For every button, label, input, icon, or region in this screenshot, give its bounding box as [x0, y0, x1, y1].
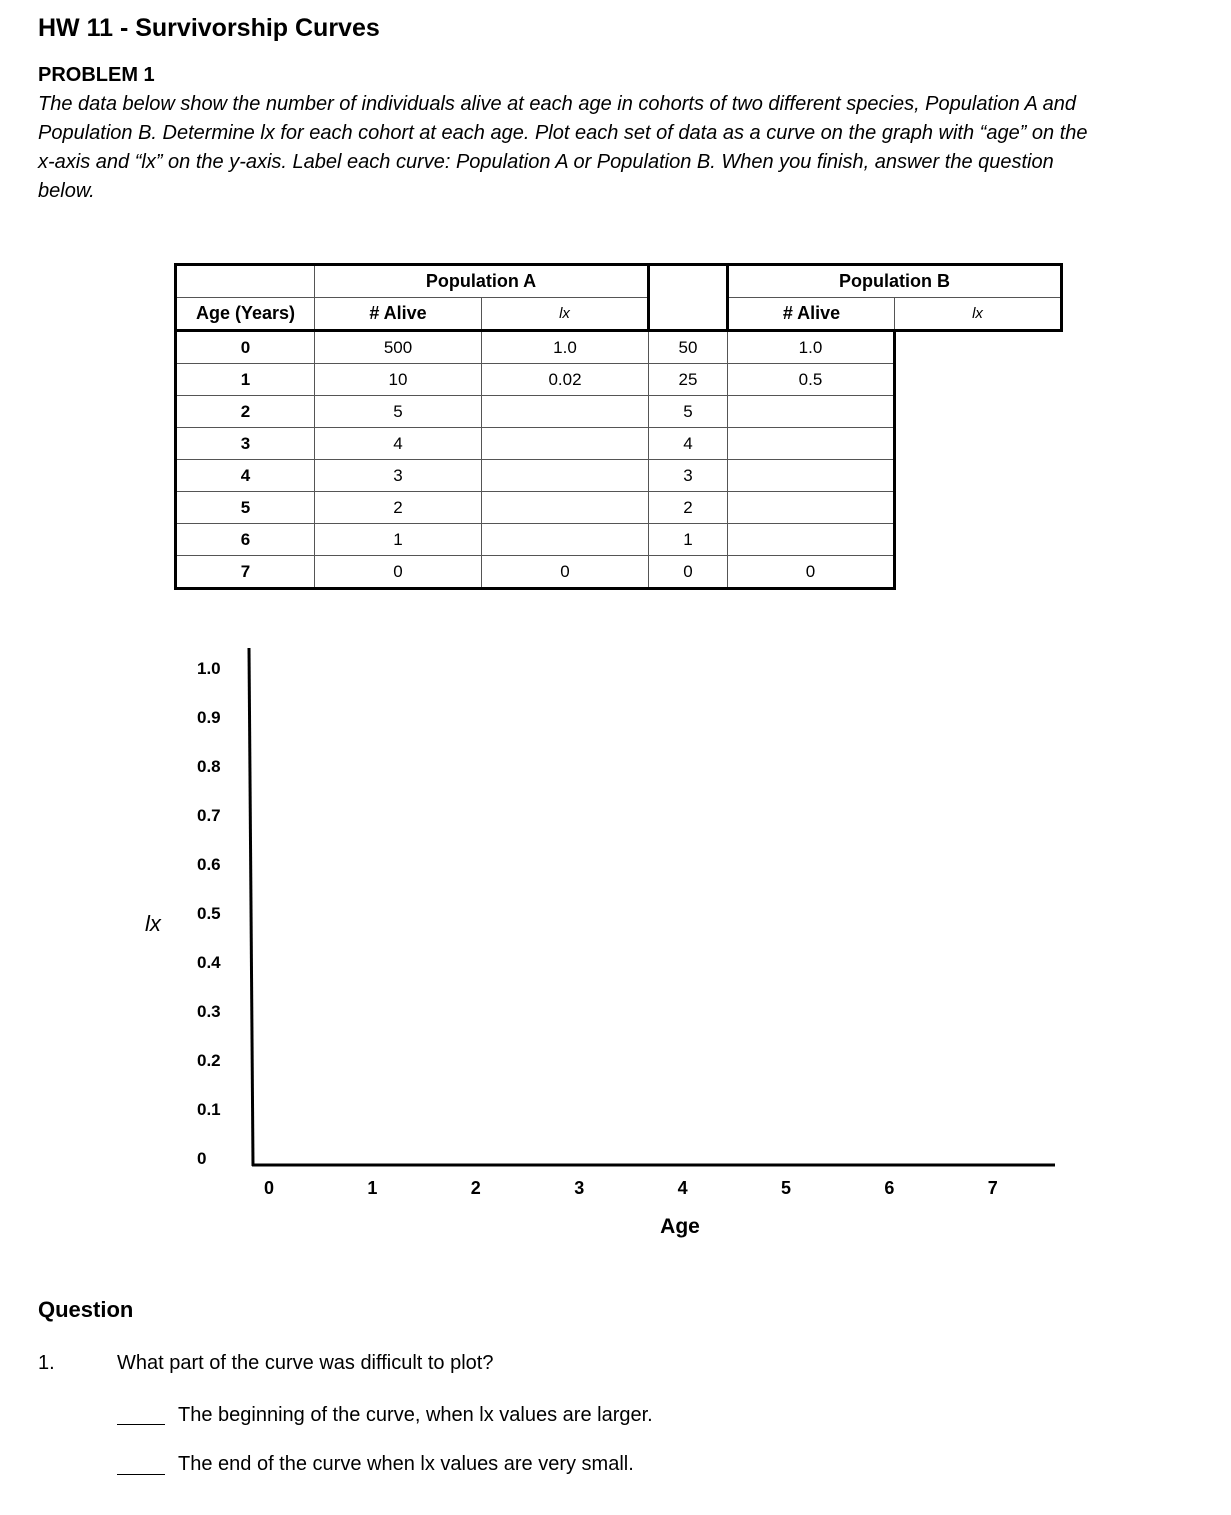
- instructions-line: The data below show the number of individuals alive at each age in cohorts of two different species, Population A and: [38, 93, 1077, 115]
- pop-a-alive-cell: 0: [315, 556, 482, 589]
- pop-a-alive-cell: 4: [315, 428, 482, 460]
- y-tick-label: 0.1: [197, 1100, 221, 1119]
- page-title: HW 11 - Survivorship Curves: [38, 14, 380, 42]
- age-cell: 7: [176, 556, 315, 589]
- instructions-line: below.: [38, 180, 95, 202]
- pop-b-alive-cell: 50: [649, 331, 728, 364]
- age-cell: 6: [176, 524, 315, 556]
- population-a-header: Population A: [315, 265, 649, 298]
- age-cell: 4: [176, 460, 315, 492]
- x-tick-label: 6: [884, 1178, 895, 1198]
- pop-a-alive-cell: 5: [315, 396, 482, 428]
- pop-b-alive-cell: 25: [649, 364, 728, 396]
- pop-b-lx-cell: 0: [728, 556, 895, 589]
- age-cell: 2: [176, 396, 315, 428]
- y-tick-label: 0.6: [197, 855, 221, 874]
- pop-b-alive-cell: 2: [649, 492, 728, 524]
- pop-b-lx-header: lx: [895, 298, 1062, 331]
- x-axis-label: Age: [660, 1215, 700, 1238]
- x-tick-label: 5: [780, 1178, 792, 1198]
- x-tick-label: 2: [470, 1178, 481, 1198]
- age-cell: 5: [176, 492, 315, 524]
- y-tick-label: 0.7: [197, 806, 221, 825]
- pop-a-alive-header: # Alive: [315, 298, 482, 331]
- pop-b-alive-cell: 5: [649, 396, 728, 428]
- age-column-header: Age (Years): [176, 298, 315, 331]
- pop-a-alive-cell: 1: [315, 524, 482, 556]
- answer-blank-2[interactable]: [117, 1474, 165, 1475]
- pop-a-alive-cell: 10: [315, 364, 482, 396]
- problem-heading: PROBLEM 1: [38, 64, 155, 86]
- y-tick-label: 0.4: [197, 953, 221, 972]
- pop-a-alive-cell: 2: [315, 492, 482, 524]
- y-tick-label: 1.0: [197, 659, 221, 678]
- age-cell: 3: [176, 428, 315, 460]
- y-tick-label: 0.5: [197, 904, 221, 923]
- question-number: 1.: [38, 1352, 55, 1374]
- age-cell: 1: [176, 364, 315, 396]
- instructions-line: Population B. Determine lx for each cohort at each age. Plot each set of data as a curve on the graph with “age” on the: [38, 122, 1088, 144]
- age-cell: 0: [176, 331, 315, 364]
- y-axis-line: [249, 648, 253, 1166]
- pop-a-alive-cell: 500: [315, 331, 482, 364]
- question-heading: Question: [38, 1297, 134, 1322]
- answer-blank-1[interactable]: [117, 1424, 165, 1425]
- y-tick-label: 0.8: [197, 757, 221, 776]
- pop-b-alive-header: # Alive: [728, 298, 895, 331]
- pop-b-alive-cell: 0: [649, 556, 728, 589]
- pop-b-lx-cell: 1.0: [728, 331, 895, 364]
- pop-a-lx-cell: 0: [482, 556, 649, 589]
- y-tick-label: 0: [197, 1149, 207, 1168]
- x-tick-label: 7: [987, 1178, 998, 1198]
- y-axis-label: lx: [145, 911, 161, 936]
- x-tick-label: 3: [574, 1178, 585, 1198]
- pop-a-lx-header: lx: [482, 298, 649, 331]
- pop-b-alive-cell: 1: [649, 524, 728, 556]
- y-tick-label: 0.3: [197, 1002, 221, 1021]
- answer-option-1: The beginning of the curve, when lx values are larger.: [178, 1404, 653, 1426]
- pop-a-lx-cell: 1.0: [482, 331, 649, 364]
- x-tick-label: 0: [263, 1178, 275, 1198]
- population-b-header: Population B: [728, 265, 1062, 298]
- instructions-line: x-axis and “lx” on the y-axis. Label each curve: Population A or Population B. When you finish, answer the question: [38, 151, 1054, 173]
- pop-b-lx-cell: 0.5: [728, 364, 895, 396]
- pop-a-lx-cell: 0.02: [482, 364, 649, 396]
- x-tick-label: 4: [677, 1178, 688, 1198]
- pop-b-alive-cell: 3: [649, 460, 728, 492]
- y-tick-label: 0.2: [197, 1051, 221, 1070]
- pop-b-alive-cell: 4: [649, 428, 728, 460]
- x-tick-label: 1: [367, 1178, 378, 1198]
- pop-a-alive-cell: 3: [315, 460, 482, 492]
- answer-option-2: The end of the curve when lx values are very small.: [178, 1453, 634, 1475]
- question-text: What part of the curve was difficult to plot?: [117, 1352, 494, 1374]
- y-tick-label: 0.9: [197, 708, 221, 727]
